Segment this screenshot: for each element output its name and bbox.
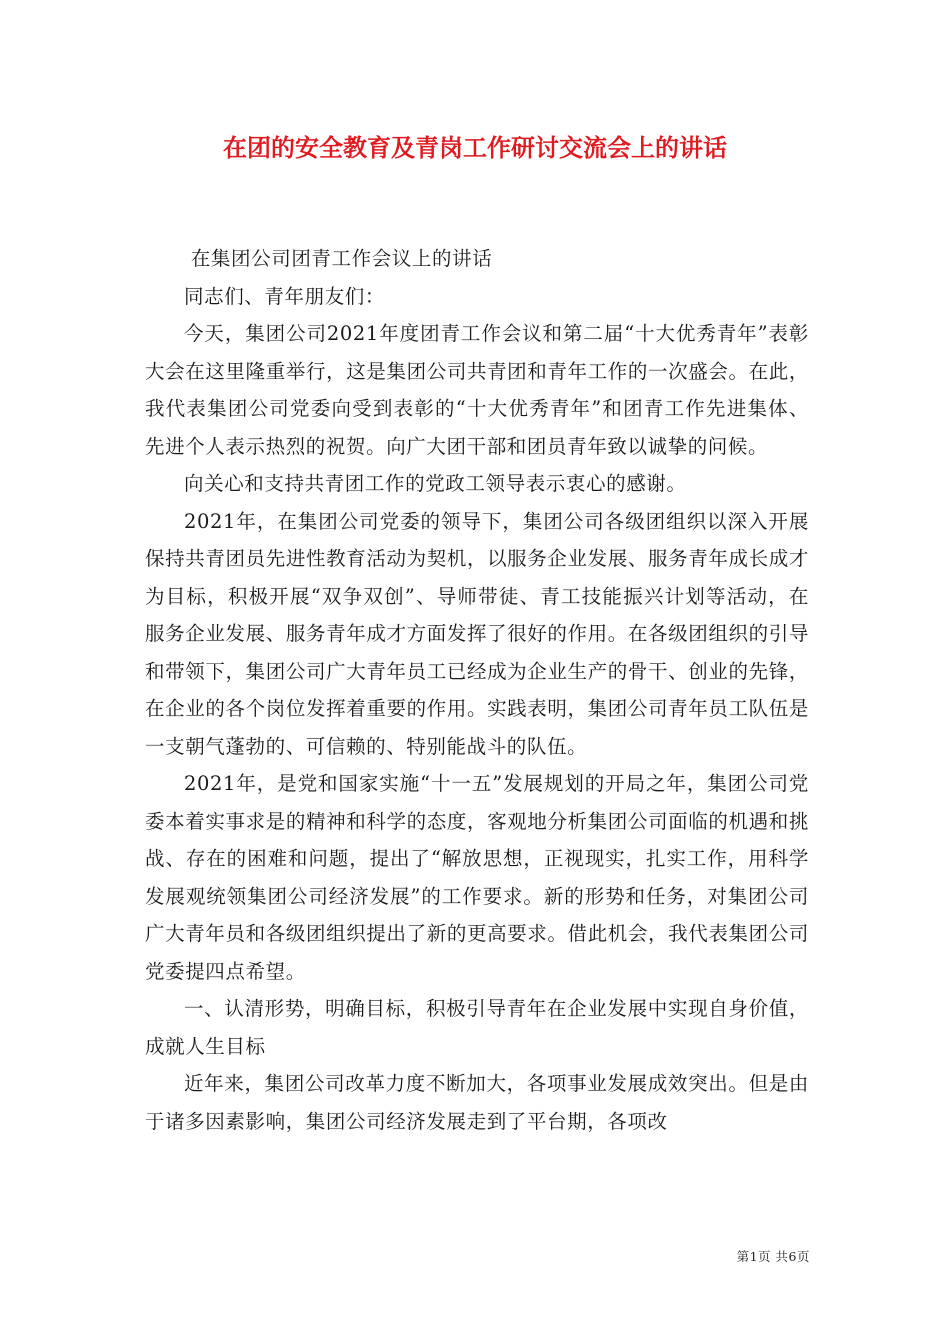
paragraph: 2021年，是党和国家实施“十一五”发展规划的开局之年，集团公司党委本着实事求是的精神和科学的态度，客观地分析集团公司面临的机遇和挑战、存在的困难和问题，提出了“解放思想，正视现实，扎实工作，用科学发展观统领集团公司经济发展”的工作要求。新的形势和任务，对集团公司广大青年员和各级团组织提出了新的更高要求。借此机会，我代表集团公司党委提四点希望。 xyxy=(145,772,809,983)
section-heading: 一、认清形势，明确目标，积极引导青年在企业发展中实现自身价值，成就人生目标 xyxy=(145,997,809,1058)
paragraph: 向关心和支持共青团工作的党政工领导表示衷心的感谢。 xyxy=(184,472,687,495)
document-title: 在团的安全教育及青岗工作研讨交流会上的讲话 xyxy=(223,133,727,162)
paragraph-subtitle: 在集团公司团青工作会议上的讲话 xyxy=(190,247,493,270)
paragraph: 2021年，在集团公司党委的领导下，集团公司各级团组织以深入开展保持共青团员先进性教育活动为契机，以服务企业发展、服务青年成长成才为目标，积极开展“双争双创”、导师带徒、青工技能振兴计划等活动，在服务企业发展、服务青年成才方面发挥了很好的作用。在各级团组织的引导和带领下，集团公司广大青年员工已经成为企业生产的骨干、创业的先锋，在企业的各个岗位发挥着重要的作用。实践表明，集团公司青年员工队伍是一支朝气蓬勃的、可信赖的、特别能战斗的队伍。 xyxy=(145,509,809,758)
paragraph-salutation: 同志们、青年朋友们： xyxy=(184,284,386,308)
paragraph: 近年来，集团公司改革力度不断加大，各项事业发展成效突出。但是由于诸多因素影响，集团公司经济发展走到了平台期，各项改 xyxy=(145,1072,809,1133)
paragraph: 今天，集团公司2021年度团青工作会议和第二届“十大优秀青年”表彰大会在这里隆重举行，这是集团公司共青团和青年工作的一次盛会。在此，我代表集团公司党委向受到表彰的“十大优秀青年”和团青工作先进集体、先进个人表示热烈的祝贺。向广大团干部和团员青年致以诚挚的问候。 xyxy=(145,322,809,458)
page-number: 第1页 共6页 xyxy=(736,1249,810,1264)
document-body xyxy=(145,240,809,1140)
